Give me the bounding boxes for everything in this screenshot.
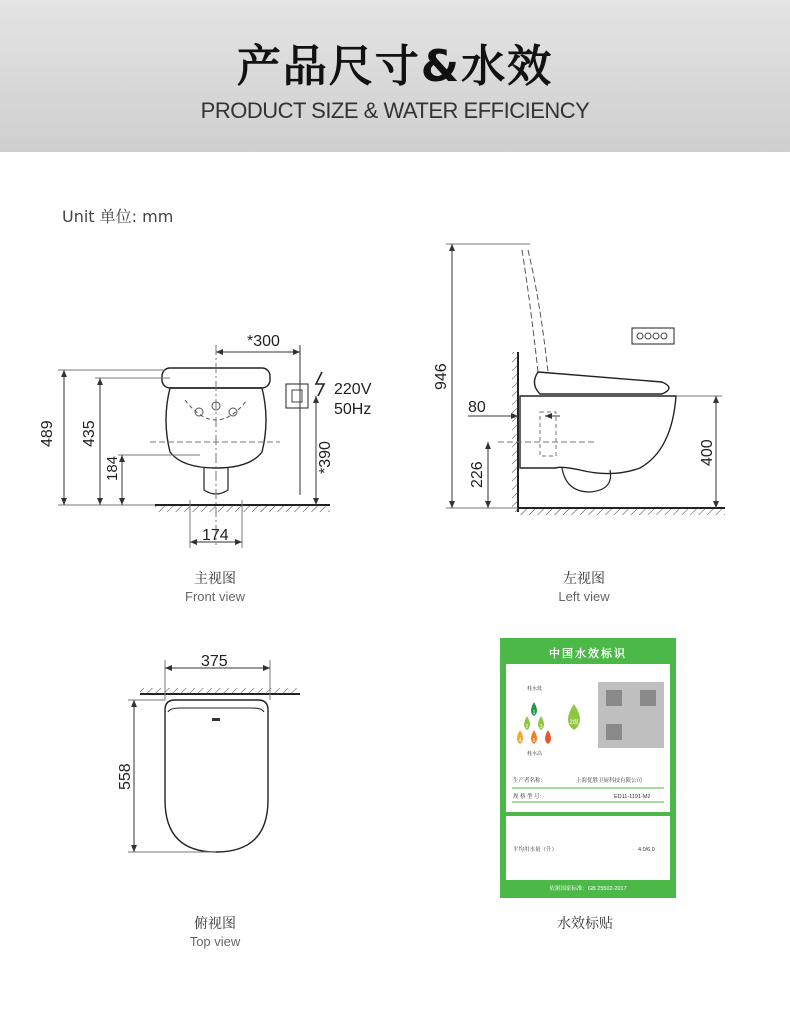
left-view-drawing: [446, 244, 725, 515]
manufacturer-name: 上海优胜卫厨科技有限公司: [576, 778, 643, 784]
dim-front-height-body: 435: [81, 420, 98, 447]
label-high-usage: 耗水高: [527, 751, 543, 757]
water-efficiency-label: [500, 638, 676, 898]
avg-water-value: 4.0/6.0: [638, 847, 655, 853]
water-label-caption: [505, 913, 665, 933]
dim-top-width: 375: [201, 653, 228, 670]
top-view-drawing: [128, 660, 300, 852]
grade-number-2: 2: [525, 724, 529, 730]
dim-front-height-total: 489: [39, 420, 56, 447]
dim-front-bottom-width: 174: [202, 527, 229, 544]
grade-badge: 2级: [569, 720, 579, 726]
frequency-label: 50Hz: [334, 401, 372, 418]
label-standard: 依据国家标准：GB 25502-2017: [549, 886, 627, 892]
dim-front-socket-height: *390: [317, 441, 334, 474]
manufacturer-label: 生产者名称:: [513, 778, 543, 784]
water-label-caption-cn: 水效标贴: [557, 916, 613, 932]
dim-top-depth: 558: [117, 763, 134, 790]
dim-left-height-lid-open: 946: [433, 363, 450, 390]
avg-water-label: 平均用水量（升）: [513, 847, 558, 853]
left-view-caption-en: Left view: [558, 589, 610, 604]
dim-left-outlet-height: 226: [469, 461, 486, 488]
dim-left-rim-height: 400: [699, 439, 716, 466]
grade-number-3: 3: [539, 724, 543, 730]
front-view-caption: [135, 568, 295, 604]
front-view-drawing: [58, 345, 330, 548]
dim-left-offset: 80: [468, 399, 486, 416]
unit-label: Unit 单位: mm: [62, 207, 174, 226]
left-view-caption: [504, 568, 664, 604]
grade-number-1: 1: [532, 710, 536, 716]
grade-number-4: 4: [518, 738, 522, 744]
voltage-label: 220V: [334, 381, 372, 398]
top-view-caption: [135, 913, 295, 949]
model-label: 规 格 型 号:: [513, 794, 542, 800]
label-title: 中国水效标识: [549, 648, 627, 660]
front-view-caption-en: Front view: [185, 589, 245, 604]
page-subtitle: PRODUCT SIZE & WATER EFFICIENCY: [200, 98, 590, 123]
front-view-caption-cn: 主视图: [194, 571, 236, 587]
label-low-usage: 耗水低: [527, 686, 543, 692]
dim-front-top-width: *300: [247, 333, 280, 350]
grade-number-5: 5: [532, 738, 536, 744]
page-title: 产品尺寸&水效: [236, 41, 554, 92]
top-view-caption-en: Top view: [189, 934, 241, 949]
left-view-caption-cn: 左视图: [563, 571, 605, 587]
top-view-caption-cn: 俯视图: [194, 916, 236, 932]
model-number: ED11-1191-M2: [614, 794, 651, 800]
dim-front-height-outlet: 184: [104, 455, 121, 481]
label-subtitle: CHINA WATER EFFICIENCY LABEL: [539, 664, 637, 670]
